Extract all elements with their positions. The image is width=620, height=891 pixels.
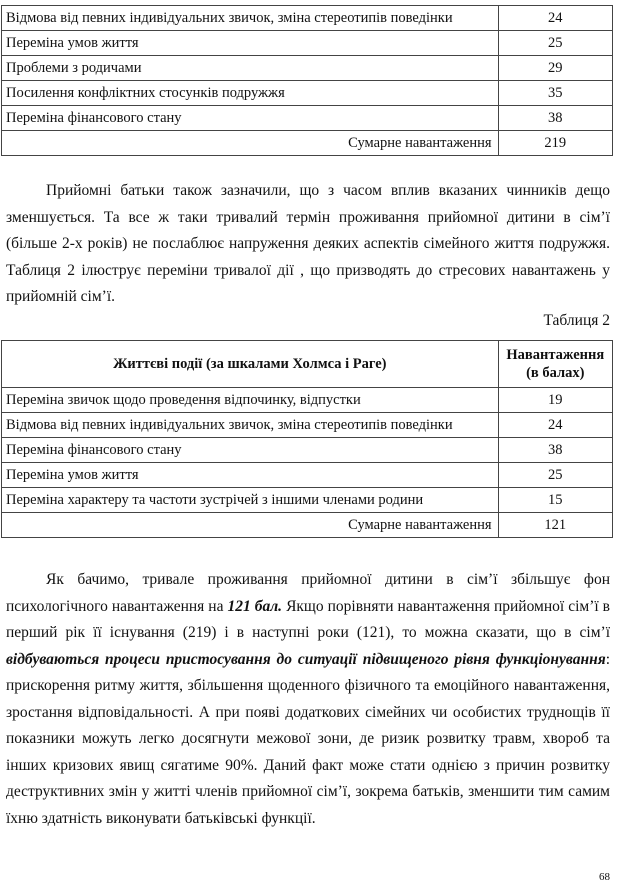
table-2: [1, 340, 613, 538]
table-row: [2, 81, 613, 106]
paragraph-2: Як бачимо, тривале проживання прийомної дитини в сім’ї збільшує фон психологічного навантаження на 121 бал. Якщо порівняти навантаження прийомної сім’ї в перший рік її існування (219) і в наступні роки (121), то можна сказати, що в сім’ї відбуваються процеси пристосування до ситуації підвищеного рівня функціонування: прискорення ритму життя, збільшення щоденного фізичного та емоційного навантаження, зростання відповідальності. А при появі додаткових сімейних чи особистих труднощів її показники можуть легко досягнути межової зони, де ризик розвитку травм, хвороб та інших кризових явищ сягатиме 90%. Даний факт може стати однією з причин розвитку деструктивних змін у житті членів прийомної сім’ї, зокрема батьків, зменшити тим самим їхню здатність виконувати батьківські функції.: [6, 571, 610, 827]
event-cell: Проблеми з родичами: [2, 56, 499, 81]
event-cell: Переміна фінансового стану: [2, 438, 499, 463]
event-cell: Переміна умов життя: [2, 31, 499, 56]
table-row: [2, 413, 613, 438]
value-cell: 38: [498, 106, 612, 131]
event-cell: Відмова від певних індивідуальних звичок, зміна стереотипів поведінки: [2, 6, 499, 31]
total-value: 219: [498, 131, 612, 156]
header-value: Навантаження (в балах): [498, 341, 612, 388]
total-row: [2, 513, 613, 538]
value-cell: 25: [498, 463, 612, 488]
event-cell: Переміна фінансового стану: [2, 106, 499, 131]
table-header-row: [2, 341, 613, 388]
page-number: 68: [599, 871, 610, 883]
value-cell: 35: [498, 81, 612, 106]
table-row: [2, 438, 613, 463]
paragraph-1: Прийомні батьки також зазначили, що з часом вплив вказаних чинників дещо зменшується. Та все ж таки тривалий термін проживання прийомної дитини в сім’ї (більше 2-х років) не послаблює напруження деяких аспектів сімейного життя подружжя. Таблиця 2 ілюструє переміни тривалої дії , що призводять до стресових навантажень у прийомній сім’ї.: [6, 182, 610, 305]
value-cell: 29: [498, 56, 612, 81]
total-label: Сумарне навантаження: [2, 131, 499, 156]
emphasis-score: 121 бал.: [227, 597, 283, 615]
table-1: [1, 5, 613, 156]
total-label: Сумарне навантаження: [2, 513, 499, 538]
total-row: [2, 131, 613, 156]
value-cell: 25: [498, 31, 612, 56]
total-value: 121: [498, 513, 612, 538]
event-cell: Переміна звичок щодо проведення відпочинку, відпустки: [2, 388, 499, 413]
value-cell: 38: [498, 438, 612, 463]
table-row: [2, 106, 613, 131]
event-cell: Переміна умов життя: [2, 463, 499, 488]
value-cell: 19: [498, 388, 612, 413]
value-cell: 24: [498, 6, 612, 31]
header-event: Життєві події (за шкалами Холмса і Раге): [2, 341, 499, 388]
table-row: [2, 6, 613, 31]
table-row: [2, 463, 613, 488]
table-row: [2, 488, 613, 513]
event-cell: Переміна характеру та частоти зустрічей з іншими членами родини: [2, 488, 499, 513]
table-row: [2, 31, 613, 56]
emphasis-adaptation: відбуваються процеси пристосування до ситуації підвищеного рівня функціонування: [6, 650, 606, 668]
event-cell: Відмова від певних індивідуальних звичок, зміна стереотипів поведінки: [2, 413, 499, 438]
value-cell: 24: [498, 413, 612, 438]
table-2-caption: Таблиця 2: [543, 312, 610, 329]
value-cell: 15: [498, 488, 612, 513]
table-row: [2, 56, 613, 81]
event-cell: Посилення конфліктних стосунків подружжя: [2, 81, 499, 106]
table-row: [2, 388, 613, 413]
